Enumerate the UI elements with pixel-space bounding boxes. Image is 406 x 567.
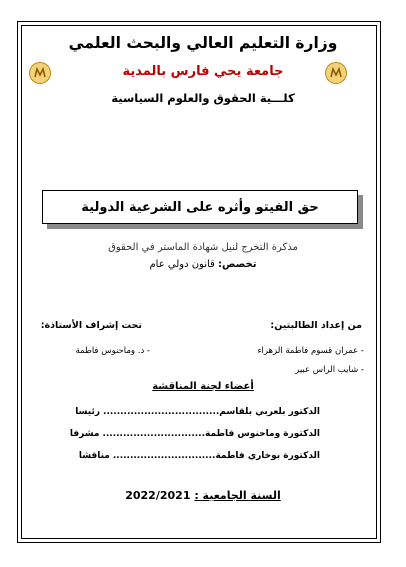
jury-title: أعضاء لجنة المناقشة: [152, 381, 254, 392]
jury-member-role: رئيسا: [75, 407, 101, 417]
jury-member-role: مشرفا: [69, 429, 100, 439]
academic-year: [20, 489, 386, 502]
student-name: - عمران قسوم فاطمة الزهراء: [257, 346, 364, 356]
faculty-name: كلـــية الحقوق والعلوم السياسية: [111, 91, 295, 105]
students-label: من إعداد الطالبتين:: [270, 320, 362, 331]
memo-description: مذكرة التخرج لنيل شهادة الماستر في الحقوق: [108, 242, 298, 253]
jury-member-row: [70, 429, 320, 439]
jury-member-name: الدكتور بلعربي بلقاسم: [219, 407, 320, 417]
thesis-title: [42, 190, 358, 224]
supervisor-name: - د. وماحنوس فاطمة: [75, 346, 150, 356]
jury-member-name: الدكتورة وماحنوس فاطمة: [205, 429, 320, 439]
specialization-value: قانون دولي عام: [149, 259, 215, 270]
supervisor-label: تحت إشراف الأستاذة:: [40, 320, 142, 331]
jury-member-role: مناقشا: [78, 451, 110, 461]
academic-year-value: 2022/2021: [125, 489, 191, 502]
student-name: - شايب الراس عبير: [295, 365, 364, 375]
jury-dots: ..................................: [103, 407, 220, 417]
specialization-label: تخصص:: [218, 259, 257, 270]
specialization: [20, 259, 386, 270]
jury-member-row: [75, 407, 320, 417]
academic-year-label: السنة الجامعية :: [194, 489, 281, 502]
jury-member-row: [79, 451, 320, 461]
thesis-title-text: حق الفيتو وأثره على الشرعية الدولية: [81, 199, 319, 215]
ministry-name: وزارة التعليم العالي والبحث العلمي: [68, 34, 338, 52]
jury-member-name: الدكتورة بوخاري فاطمة: [215, 451, 320, 461]
university-name: جامعة يحي فارس بالمدية: [122, 64, 284, 79]
jury-dots: ..............................: [102, 429, 206, 439]
jury-dots: ..............................: [112, 451, 216, 461]
